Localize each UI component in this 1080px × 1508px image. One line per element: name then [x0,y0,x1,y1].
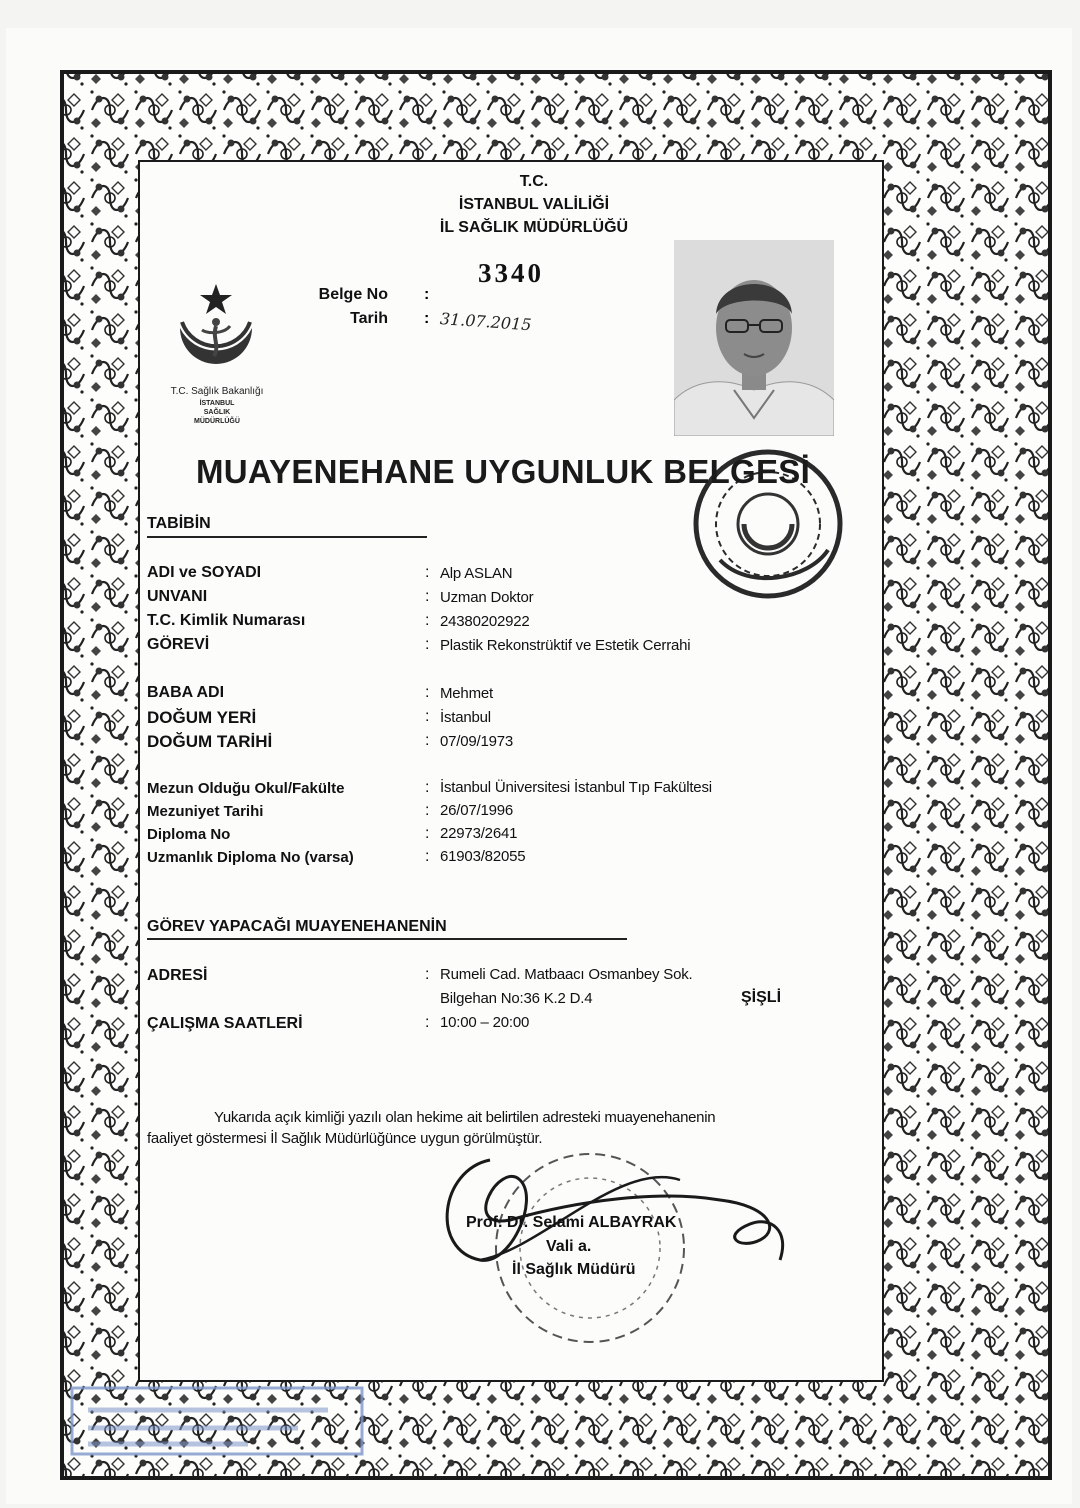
address-district: ŞİŞLİ [741,989,782,1006]
field-colon: : [425,732,430,749]
field-colon: : [425,612,430,629]
field-value-dogum-tarihi: 07/09/1973 [440,733,514,750]
tarih-label: Tarih [350,310,388,327]
logo-text-ministry: T.C. Sağlık Bakanlığı [170,386,264,397]
field-label-adi-soyadi: ADI ve SOYADI [147,564,262,581]
address-label: ADRESİ [147,967,208,984]
address-line2: Bilgehan No:36 K.2 D.4 [440,990,593,1007]
tarih-colon: : [424,310,430,327]
field-label-dogum-tarihi: DOĞUM TARİHİ [147,732,273,751]
field-label-tc-kimlik: T.C. Kimlik Numarası [147,612,306,629]
signature-area [420,1140,810,1356]
field-label-gorevi: GÖREVİ [147,636,210,653]
field-value-uzmanlik-diploma: 61903/82055 [440,848,526,865]
field-label-baba-adi: BABA ADI [147,684,225,701]
field-colon: : [425,564,430,581]
hours-label: ÇALIŞMA SAATLERİ [147,1015,303,1032]
belge-no-label: Belge No [318,286,388,303]
header-valilik: İSTANBUL VALİLİĞİ [458,196,610,213]
portrait-illustration [674,240,834,436]
field-value-diploma-no: 22973/2641 [440,825,518,842]
field-label-unvani: UNVANI [147,588,208,605]
field-label-mezun-okul: Mezun Olduğu Okul/Fakülte [147,780,345,797]
statement-line2: faaliyet göstermesi İl Sağlık Müdürlüğünce uygun görülmüştür. [147,1130,543,1147]
portrait-photo [674,240,834,436]
field-value-gorevi: Plastik Rekonstrüktif ve Estetik Cerrahi [440,637,691,654]
ministry-crescent-star-icon [168,282,264,384]
header-mudurluk: İL SAĞLIK MÜDÜRLÜĞÜ [439,219,629,236]
signatory-office: İl Sağlık Müdürü [512,1261,636,1278]
field-label-diploma-no: Diploma No [147,826,231,843]
field-label-dogum-yeri: DOĞUM YERİ [147,708,257,727]
logo-text-istanbul: İSTANBUL [199,400,235,407]
logo-text-saglik: SAĞLIK [203,409,231,416]
field-label-mezuniyet-tarihi: Mezuniyet Tarihi [147,803,264,820]
field-value-tc-kimlik: 24380202922 [440,613,530,630]
field-colon: : [425,636,430,653]
field-value-dogum-yeri: İstanbul [440,709,491,726]
section-muayenehane-underline [147,938,627,940]
section-tabibin-underline [147,536,427,538]
statement-line1: Yukarıda açık kimliği yazılı olan hekime ait belirtilen adresteki muayenehanenin [214,1109,716,1126]
field-colon: : [425,588,430,605]
field-colon: : [425,802,430,819]
signatory-name: Prof. Dr. Selami ALBAYRAK [466,1214,677,1231]
field-label-uzmanlik-diploma: Uzmanlık Diploma No (varsa) [147,849,354,866]
field-colon: : [425,684,430,701]
field-value-mezun-okul: İstanbul Üniversitesi İstanbul Tıp Fakültesi [440,779,712,796]
field-colon: : [425,1014,430,1031]
header-tc: T.C. [519,173,549,190]
field-value-mezuniyet-tarihi: 26/07/1996 [440,802,514,819]
field-colon: : [425,779,430,796]
signatory-title: Vali a. [546,1238,592,1255]
field-colon: : [425,825,430,842]
belge-no-colon: : [424,286,430,303]
section-tabibin-heading: TABİBİN [147,515,211,532]
address-line1: Rumeli Cad. Matbaacı Osmanbey Sok. [440,966,693,983]
field-value-baba-adi: Mehmet [440,685,493,702]
document-title: MUAYENEHANE UYGUNLUK BELGESİ [196,453,811,490]
field-colon: : [425,708,430,725]
section-muayenehane-heading: GÖREV YAPACAĞI MUAYENEHANENİN [147,918,447,935]
document-number: 3340 [478,258,544,288]
hours-value: 10:00 – 20:00 [440,1014,530,1031]
logo-text-mudurluk: MÜDÜRLÜĞÜ [194,418,240,425]
tarih-handwritten-value: 31.07.2015 [439,309,533,335]
handwritten-signature [447,1160,783,1260]
field-value-adi-soyadi: Alp ASLAN [440,565,513,582]
blue-stamp [68,1384,368,1460]
field-colon: : [425,966,430,983]
field-value-unvani: Uzman Doktor [440,589,534,606]
field-colon: : [425,848,430,865]
